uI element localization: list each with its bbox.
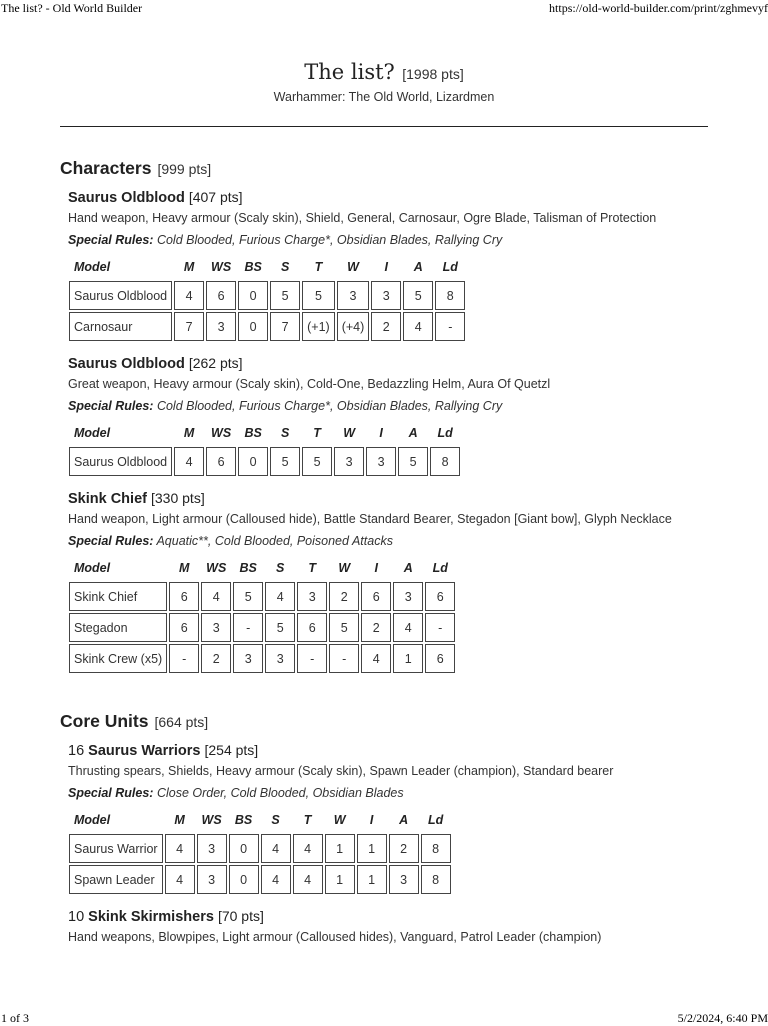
stat-header: I: [379, 426, 383, 440]
stat-cell: -: [297, 644, 327, 673]
unit-entry: [68, 355, 720, 478]
unit-heading: [68, 189, 720, 206]
stat-cell: 4: [261, 834, 291, 863]
stat-header: WS: [211, 426, 232, 440]
stat-cell: 5: [302, 281, 335, 310]
category-points: [664 pts]: [154, 714, 209, 730]
category-section: [60, 158, 720, 675]
unit-heading: [68, 742, 720, 759]
model-name-cell: Spawn Leader: [69, 865, 163, 894]
stat-cell: 4: [174, 281, 204, 310]
stat-header: W: [343, 426, 356, 440]
category-points: [999 pts]: [157, 161, 212, 177]
unit-special-rules: [68, 399, 720, 413]
stat-header: I: [374, 561, 378, 575]
stat-table: [67, 419, 462, 478]
stat-header: Ld: [442, 260, 458, 274]
unit-equipment: Hand weapon, Heavy armour (Scaly skin), Shield, General, Carnosaur, Ogre Blade, Talisman of Protection: [68, 211, 657, 225]
stat-header: M: [174, 813, 185, 827]
stat-header: I: [369, 813, 374, 827]
stat-cell: 7: [174, 312, 204, 341]
stat-row: [69, 644, 455, 673]
category-name: Characters: [60, 158, 152, 178]
list-header: [0, 60, 768, 104]
stat-cell: -: [425, 613, 455, 642]
stat-cell: 6: [206, 281, 236, 310]
page-url[interactable]: https://old-world-builder.com/print/zghmevyf: [549, 1, 768, 15]
stat-header: T: [313, 426, 321, 440]
unit-name: Skink Skirmishers: [88, 909, 214, 925]
stat-cell: 5: [403, 281, 433, 310]
stat-header: T: [314, 260, 323, 274]
stat-header: Model: [74, 426, 111, 440]
stat-header: BS: [239, 561, 257, 575]
stat-header-row: [69, 808, 451, 832]
stat-cell: 1: [357, 865, 387, 894]
stat-header: A: [413, 260, 423, 274]
model-name-cell: Skink Chief: [69, 582, 167, 611]
unit-count: 16: [68, 743, 85, 759]
stat-cell: 5: [398, 447, 428, 476]
header-divider: [60, 126, 708, 127]
unit-points: [262 pts]: [188, 355, 243, 371]
stat-cell: 3: [393, 582, 423, 611]
stat-header: S: [271, 813, 280, 827]
stat-cell: 4: [165, 834, 195, 863]
stat-header: Ld: [432, 561, 448, 575]
unit-name: Skink Chief: [68, 491, 147, 507]
unit-equipment: Great weapon, Heavy armour (Scaly skin), Cold-One, Bedazzling Helm, Aura Of Quetzl: [68, 377, 551, 391]
special-rules-text: Close Order, Cold Blooded, Obsidian Blades: [156, 786, 404, 800]
stat-cell: 3: [366, 447, 396, 476]
special-rules-text: Cold Blooded, Furious Charge*, Obsidian Blades, Rallying Cry: [156, 399, 503, 413]
stat-cell: 3: [197, 865, 227, 894]
unit-entry: [68, 490, 720, 675]
stat-cell: 2: [389, 834, 419, 863]
stat-cell: 4: [393, 613, 423, 642]
stat-cell: 1: [357, 834, 387, 863]
stat-cell: 6: [361, 582, 391, 611]
stat-cell: 4: [293, 865, 323, 894]
unit-entry: [68, 189, 720, 343]
stat-header: Model: [74, 561, 111, 575]
stat-cell: 8: [435, 281, 465, 310]
unit-points: [254 pts]: [204, 742, 259, 758]
stat-cell: 5: [302, 447, 332, 476]
stat-cell: 3: [206, 312, 236, 341]
unit-heading: [68, 908, 720, 925]
stat-cell: 4: [261, 865, 291, 894]
stat-header: T: [308, 561, 317, 575]
stat-cell: 3: [337, 281, 370, 310]
stat-cell: 5: [270, 447, 300, 476]
stat-header: M: [183, 260, 195, 274]
stat-header: WS: [211, 260, 232, 274]
stat-cell: 8: [421, 834, 451, 863]
stat-cell: 1: [325, 834, 355, 863]
list-subtitle: Warhammer: The Old World, Lizardmen: [273, 90, 495, 104]
stat-row: [69, 834, 451, 863]
unit-points: [407 pts]: [188, 189, 243, 205]
stat-header: WS: [206, 561, 227, 575]
stat-cell: 8: [430, 447, 460, 476]
stat-table: [67, 554, 457, 675]
stat-header: M: [183, 426, 195, 440]
stat-cell: 4: [293, 834, 323, 863]
stat-cell: 6: [425, 644, 455, 673]
stat-cell: 3: [389, 865, 419, 894]
stat-cell: 2: [201, 644, 231, 673]
stat-header-row: [69, 556, 455, 580]
stat-cell: 3: [197, 834, 227, 863]
special-rules-label: Special Rules:: [68, 534, 154, 548]
unit-points: [330 pts]: [151, 490, 205, 506]
stat-header: T: [303, 813, 312, 827]
stat-header: Model: [74, 813, 111, 827]
stat-cell: 2: [329, 582, 359, 611]
stat-cell: -: [329, 644, 359, 673]
stat-cell: (+4): [337, 312, 370, 341]
model-name-cell: Saurus Warrior: [69, 834, 163, 863]
stat-table: [67, 253, 467, 343]
stat-header: BS: [244, 260, 262, 274]
stat-cell: 4: [265, 582, 295, 611]
stat-cell: 3: [297, 582, 327, 611]
army-list: [60, 158, 720, 958]
model-name-cell: Carnosaur: [69, 312, 172, 341]
page-indicator: 1 of 3: [1, 1011, 29, 1025]
print-datetime: 5/2/2024, 6:40 PM: [677, 1011, 768, 1025]
stat-header: Ld: [427, 813, 444, 827]
stat-cell: 4: [165, 865, 195, 894]
stat-row: [69, 613, 455, 642]
stat-cell: 0: [229, 865, 259, 894]
stat-header: W: [333, 813, 346, 827]
unit-heading: [68, 355, 720, 372]
stat-cell: 6: [425, 582, 455, 611]
stat-header: S: [280, 260, 290, 274]
stat-header: Model: [74, 260, 111, 274]
stat-header: A: [399, 813, 409, 827]
stat-header: W: [338, 561, 351, 575]
stat-cell: 4: [403, 312, 433, 341]
stat-header: BS: [244, 426, 262, 440]
unit-equipment: Thrusting spears, Shields, Heavy armour (Scaly skin), Spawn Leader (champion), Standard bearer: [68, 764, 614, 778]
unit-count: 10: [68, 909, 85, 925]
stat-header: S: [276, 561, 285, 575]
stat-cell: 8: [421, 865, 451, 894]
stat-header-row: [69, 255, 465, 279]
unit-equipment: Hand weapons, Blowpipes, Light armour (Calloused hides), Vanguard, Patrol Leader (champion): [68, 930, 602, 944]
model-name-cell: Saurus Oldblood: [69, 281, 172, 310]
unit-heading: [68, 490, 720, 507]
page-title: The list? - Old World Builder: [1, 1, 143, 15]
unit-name: Saurus Warriors: [88, 743, 201, 759]
category-heading: [60, 158, 720, 179]
special-rules-text: Cold Blooded, Furious Charge*, Obsidian Blades, Rallying Cry: [156, 233, 503, 247]
unit-special-rules: [68, 786, 720, 800]
stat-header: A: [403, 561, 413, 575]
stat-cell: 4: [174, 447, 204, 476]
special-rules-label: Special Rules:: [68, 786, 154, 800]
unit-name: Saurus Oldblood: [68, 190, 185, 206]
stat-row: [69, 312, 465, 341]
stat-cell: 4: [361, 644, 391, 673]
stat-cell: 0: [238, 281, 268, 310]
print-header: [0, 0, 768, 16]
stat-header: BS: [234, 813, 253, 827]
stat-row: [69, 447, 460, 476]
list-title: The list?: [304, 60, 395, 84]
stat-cell: 2: [371, 312, 401, 341]
stat-cell: 6: [206, 447, 236, 476]
stat-header: A: [408, 426, 418, 440]
stat-cell: 3: [334, 447, 364, 476]
special-rules-label: Special Rules:: [68, 399, 154, 413]
stat-cell: 5: [265, 613, 295, 642]
stat-cell: 0: [238, 312, 268, 341]
category-name: Core Units: [60, 711, 149, 731]
stat-header: M: [179, 561, 190, 575]
stat-cell: 1: [393, 644, 423, 673]
category-section: [60, 711, 720, 946]
stat-cell: 6: [297, 613, 327, 642]
model-name-cell: Saurus Oldblood: [69, 447, 172, 476]
stat-cell: 5: [329, 613, 359, 642]
stat-cell: 3: [201, 613, 231, 642]
stat-cell: -: [435, 312, 465, 341]
special-rules-text: Aquatic**, Cold Blooded, Poisoned Attacks: [156, 534, 393, 548]
stat-cell: 3: [233, 644, 263, 673]
stat-cell: 0: [229, 834, 259, 863]
stat-cell: 6: [169, 613, 199, 642]
stat-cell: 3: [265, 644, 295, 673]
unit-entry: [68, 908, 720, 946]
stat-cell: (+1): [302, 312, 335, 341]
stat-cell: 4: [201, 582, 231, 611]
stat-header-row: [69, 421, 460, 445]
category-heading: [60, 711, 720, 732]
stat-row: [69, 582, 455, 611]
unit-name: Saurus Oldblood: [68, 356, 185, 372]
stat-cell: -: [169, 644, 199, 673]
stat-cell: -: [233, 613, 263, 642]
stat-cell: 7: [270, 312, 300, 341]
stat-cell: 5: [270, 281, 300, 310]
stat-cell: 0: [238, 447, 268, 476]
stat-header: WS: [201, 813, 222, 827]
stat-cell: 6: [169, 582, 199, 611]
stat-header: Ld: [437, 426, 453, 440]
stat-header: S: [280, 426, 290, 440]
stat-cell: 3: [371, 281, 401, 310]
stat-header: I: [384, 260, 389, 274]
stat-cell: 1: [325, 865, 355, 894]
unit-equipment: Hand weapon, Light armour (Calloused hide), Battle Standard Bearer, Stegadon [Giant bow], Glyph Necklace: [68, 512, 672, 526]
unit-special-rules: [68, 534, 720, 548]
stat-cell: 5: [233, 582, 263, 611]
stat-header: W: [347, 260, 359, 274]
stat-row: [69, 281, 465, 310]
unit-points: [70 pts]: [217, 908, 264, 924]
stat-row: [69, 865, 451, 894]
unit-special-rules: [68, 233, 720, 247]
model-name-cell: Skink Crew (x5): [69, 644, 167, 673]
stat-cell: 2: [361, 613, 391, 642]
special-rules-label: Special Rules:: [68, 233, 154, 247]
stat-table: [67, 806, 453, 896]
list-points: [1998 pts]: [402, 66, 464, 82]
model-name-cell: Stegadon: [69, 613, 167, 642]
unit-entry: [68, 742, 720, 896]
